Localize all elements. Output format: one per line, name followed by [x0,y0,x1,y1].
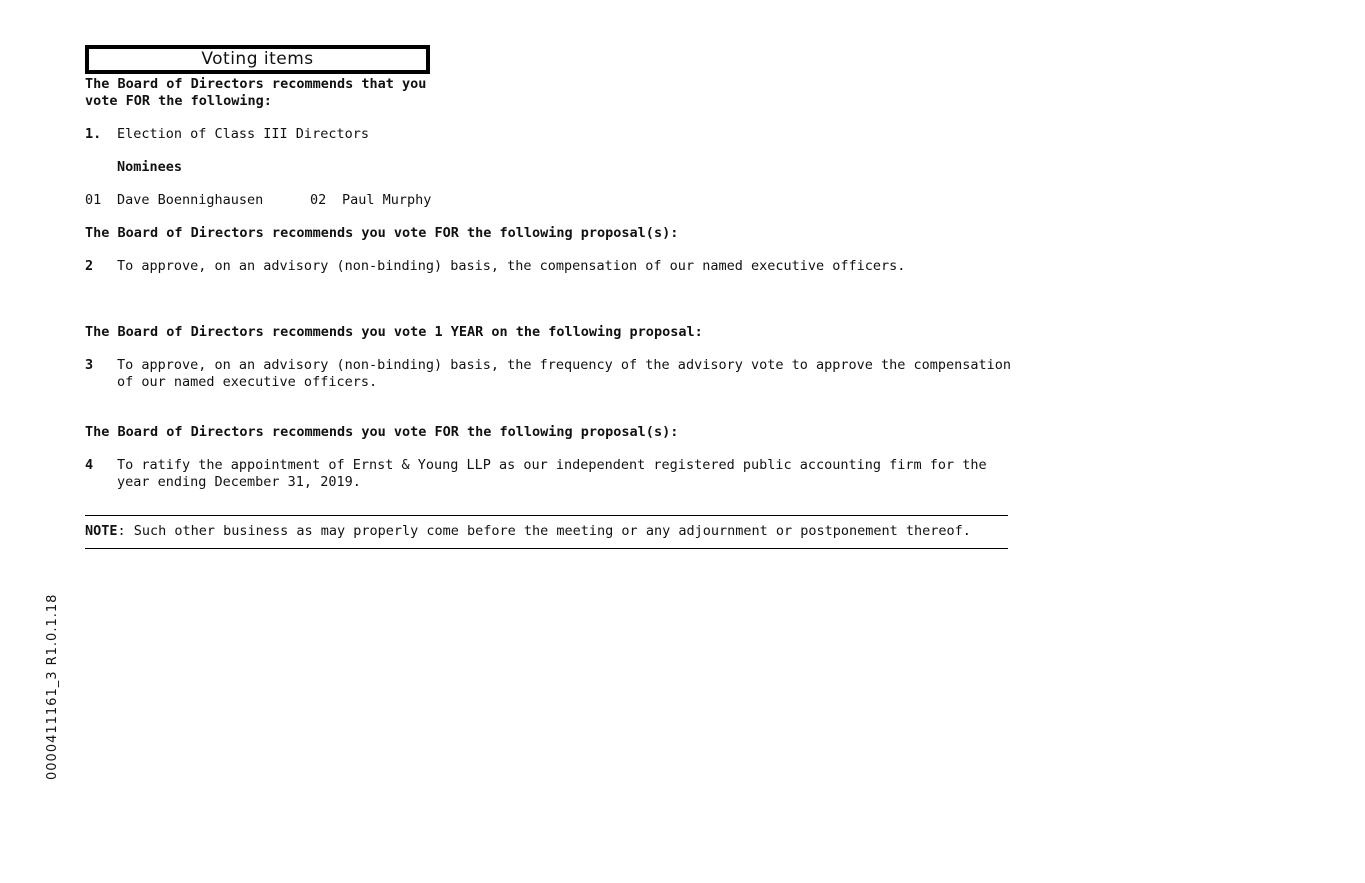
nominees-label: Nominees [117,159,183,175]
note-top-divider [85,515,1008,516]
nominee-01-name: Dave Boennighausen [117,192,264,208]
item3-number: 3 [85,357,94,373]
section3-recommendation: The Board of Directors recommends you vote 1 YEAR on the following proposal: [85,324,703,340]
voting-items-header [85,45,430,74]
item4-text-line2: year ending December 31, 2019. [117,474,361,490]
item2-text: To approve, on an advisory (non-binding) basis, the compensation of our named executive officers. [117,258,906,274]
item3-text-line1: To approve, on an advisory (non-binding) basis, the frequency of the advisory vote to approve the compensation [117,357,1012,373]
note-text: : Such other business as may properly come before the meeting or any adjournment or postponement thereof. [117,523,971,539]
note-label: NOTE [85,523,118,539]
item4-text-line1: To ratify the appointment of Ernst & Young LLP as our independent registered public accounting firm for the [117,457,987,473]
note [85,523,971,539]
item3-text-line2: of our named executive officers. [117,374,378,390]
side-document-code: 0000411161_3 R1.0.1.18 [45,593,60,780]
section4-recommendation: The Board of Directors recommends you vote FOR the following proposal(s): [85,424,679,440]
section2-recommendation: The Board of Directors recommends you vote FOR the following proposal(s): [85,225,679,241]
item4-number: 4 [85,457,94,473]
item1-number: 1. [85,126,102,142]
voting-items-title: Voting items [201,49,314,69]
note-bottom-divider [85,548,1008,549]
item2-number: 2 [85,258,94,274]
nominee-02-number: 02 [310,192,327,208]
nominee-02-name: Paul Murphy [342,192,432,208]
section1-recommendation-line1: The Board of Directors recommends that you [85,76,427,92]
section1-recommendation-line2: vote FOR the following: [85,93,272,109]
item1-text: Election of Class III Directors [117,126,369,142]
nominee-01-number: 01 [85,192,102,208]
